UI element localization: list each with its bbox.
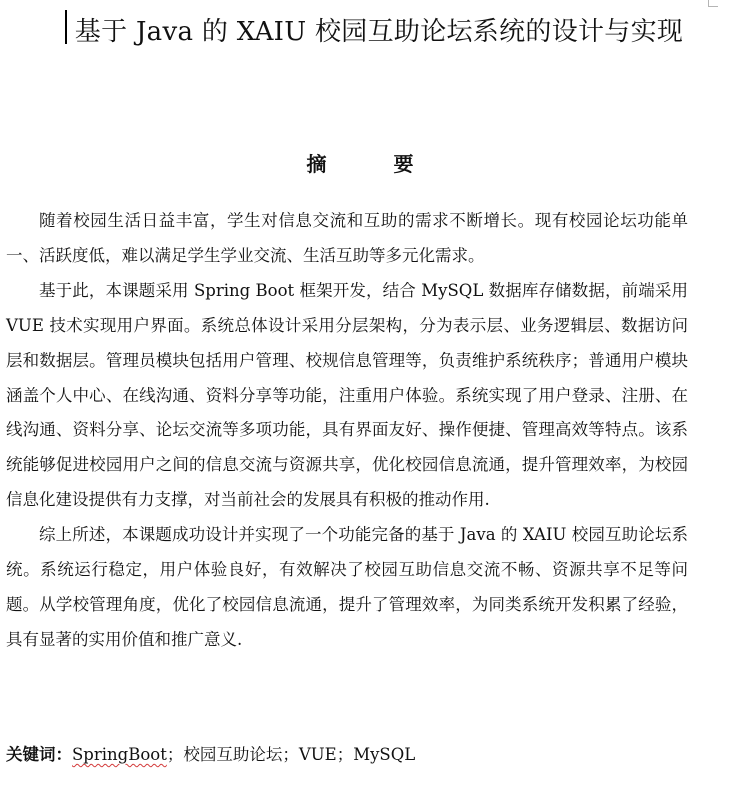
abstract-heading[interactable]: 摘 要 [306, 152, 444, 176]
keyword-mysql[interactable]: MySQL [353, 745, 416, 764]
page-corner-mark [708, 0, 718, 7]
keyword-vue[interactable]: VUE； [298, 745, 354, 764]
keywords-label[interactable]: 关键词： [6, 745, 72, 764]
abstract-paragraph[interactable]: 综上所述，本课题成功设计并实现了一个功能完备的基于 Java 的 XAIU 校园互助论坛系统。系统运行稳定，用户体验良好，有效解决了校园互助信息交流不畅、资源共享不足等问题。从学校管理角度，优化了校园信息流通，提升了管理效率，为同类系统开发积累了经验，具有显著的实用价值和推广意义. [6, 525, 688, 649]
document-title[interactable]: 基于 Java 的 XAIU 校园互助论坛系统的设计与实现 [74, 17, 684, 47]
abstract-body [6, 204, 688, 658]
keywords-line [6, 740, 688, 770]
abstract-paragraph[interactable]: 随着校园生活日益丰富，学生对信息交流和互助的需求不断增长。现有校园论坛功能单一、活跃度低，难以满足学生学业交流、生活互助等多元化需求。 [6, 211, 688, 265]
keyword-forum[interactable]: 校园互助论坛； [183, 745, 299, 764]
keyword-springboot[interactable]: SpringBoot [72, 745, 167, 764]
keyword-separator[interactable]: ； [166, 745, 184, 764]
abstract-paragraph[interactable]: 基于此，本课题采用 Spring Boot 框架开发，结合 MySQL 数据库存储数据，前端采用 VUE 技术实现用户界面。系统总体设计采用分层架构，分为表示层、业务逻辑层、数据访问层和数据层。管理员模块包括用户管理、校规信息管理等，负责维护系统秩序；普通用户模块涵盖个人中心、在线沟通、资料分享等功能，注重用户体验。系统实现了用户登录、注册、在线沟通、资料分享、论坛交流等多项功能，具有界面友好、操作便捷、管理高效等特点。该系统能够促进校园用户之间的信息交流与资源共享，优化校园信息流通，提升管理效率，为校园信息化建设提供有力支撑，对当前社会的发展具有积极的推动作用. [6, 280, 688, 510]
